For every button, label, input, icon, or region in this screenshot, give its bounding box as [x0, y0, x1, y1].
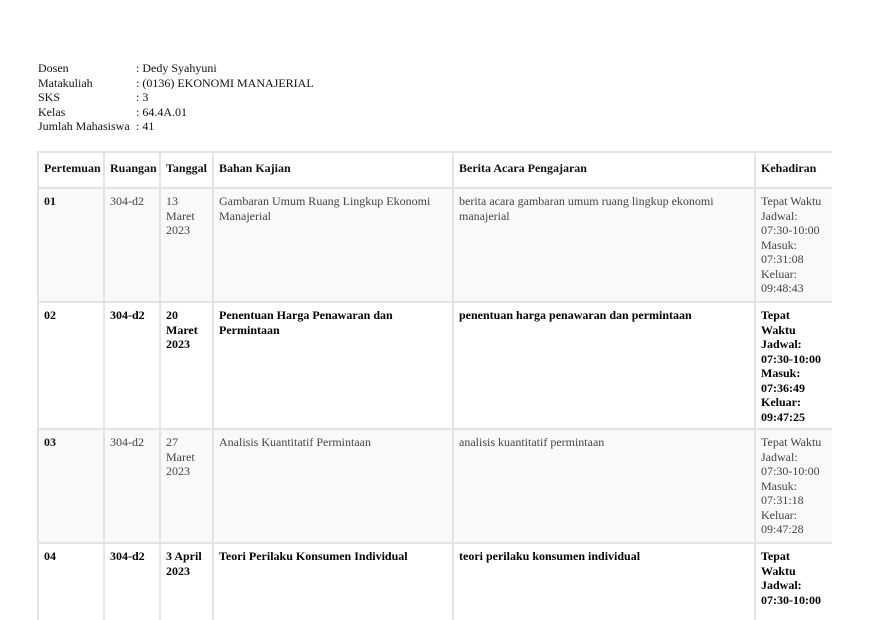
info-label: Dosen [38, 61, 69, 75]
table-row [38, 429, 832, 543]
cell-berita-acara: analisis kuantitatif permintaan [453, 429, 755, 543]
cell-tanggal: 3 April 2023 [160, 543, 213, 620]
cell-pertemuan: 03 [38, 429, 104, 543]
cell-bahan-kajian: Analisis Kuantitatif Permintaan [213, 429, 453, 543]
kehadiran-jadwal-value: 07:30-10:00 [761, 592, 821, 607]
info-row-jumlah [38, 119, 314, 134]
cell-pertemuan: 04 [38, 543, 104, 620]
cell-pertemuan: 02 [38, 302, 104, 429]
kehadiran-jadwal-label: Jadwal: [761, 449, 798, 464]
header-ruangan: Ruangan [104, 152, 160, 188]
cell-berita-acara: berita acara gambaran umum ruang lingkup ekonomi manajerial [453, 188, 755, 302]
kehadiran-keluar-value: 09:47:25 [761, 409, 805, 424]
cell-tanggal: 27 Maret 2023 [160, 429, 213, 543]
info-value: : (0136) EKONOMI MANAJERIAL [136, 75, 314, 90]
info-value: : 64.4A.01 [136, 104, 187, 119]
cell-berita-acara: teori perilaku konsumen individual [453, 543, 755, 620]
cell-kehadiran [755, 302, 832, 429]
kehadiran-masuk-value: 07:36:49 [761, 380, 805, 395]
kehadiran-masuk-value: 07:31:08 [761, 252, 804, 266]
info-row-dosen [38, 61, 314, 76]
kehadiran-keluar-label: Keluar: [761, 507, 797, 522]
cell-pertemuan: 01 [38, 188, 104, 302]
header-kehadiran: Kehadiran [755, 152, 832, 188]
kehadiran-status: Tepat Waktu [761, 549, 796, 578]
info-label: Kelas [38, 104, 66, 119]
table-row [38, 543, 832, 620]
header-berita-acara: Berita Acara Pengajaran [453, 152, 755, 188]
cell-ruangan: 304-d2 [104, 543, 160, 620]
info-value: : 41 [136, 119, 155, 134]
info-row-sks [38, 90, 314, 105]
header-bahan-kajian: Bahan Kajian [213, 152, 453, 188]
kehadiran-jadwal-value: 07:30-10:00 [761, 464, 820, 478]
cell-ruangan: 304-d2 [104, 429, 160, 543]
kehadiran-jadwal-label: Jadwal: [761, 208, 798, 223]
cell-ruangan: 304-d2 [104, 302, 160, 429]
kehadiran-jadwal-value: 07:30-10:00 [761, 351, 821, 366]
header-pertemuan: Pertemuan [38, 152, 104, 188]
kehadiran-status: Tepat Waktu [761, 308, 796, 337]
kehadiran-keluar-label: Keluar: [761, 395, 801, 409]
info-label: SKS [38, 90, 61, 105]
cell-tanggal: 20 Maret 2023 [160, 302, 213, 429]
kehadiran-jadwal-label: Jadwal: [761, 337, 802, 351]
info-label: Matakuliah [38, 75, 93, 90]
attendance-table [37, 151, 832, 620]
kehadiran-jadwal-value: 07:30-10:00 [761, 223, 820, 237]
table-header-row [38, 152, 832, 188]
kehadiran-masuk-label: Masuk: [761, 366, 801, 380]
cell-bahan-kajian: Penentuan Harga Penawaran dan Permintaan [213, 302, 453, 429]
kehadiran-keluar-value: 09:47:28 [761, 522, 804, 536]
cell-bahan-kajian: Gambaran Umum Ruang Lingkup Ekonomi Manajerial [213, 188, 453, 302]
info-row-matakuliah [38, 76, 314, 91]
cell-kehadiran [755, 188, 832, 302]
info-label: Jumlah Mahasiswa [38, 119, 130, 134]
info-row-kelas [38, 105, 314, 120]
cell-bahan-kajian: Teori Perilaku Konsumen Individual [213, 543, 453, 620]
kehadiran-keluar-value: 09:48:43 [761, 281, 804, 295]
cell-ruangan: 304-d2 [104, 188, 160, 302]
cell-berita-acara: penentuan harga penawaran dan permintaan [453, 302, 755, 429]
kehadiran-masuk-label: Masuk: [761, 237, 797, 252]
cell-kehadiran [755, 429, 832, 543]
course-info [38, 61, 314, 134]
kehadiran-jadwal-label: Jadwal: [761, 578, 802, 592]
table-row [38, 302, 832, 429]
attendance-table-container [37, 151, 832, 620]
kehadiran-status: Tepat Waktu [761, 435, 822, 449]
kehadiran-masuk-value: 07:31:18 [761, 493, 804, 507]
cell-kehadiran [755, 543, 832, 620]
info-value: : Dedy Syahyuni [136, 61, 217, 75]
cell-tanggal: 13 Maret 2023 [160, 188, 213, 302]
info-value: : 3 [136, 90, 149, 105]
kehadiran-masuk-label: Masuk: [761, 478, 797, 493]
kehadiran-keluar-label: Keluar: [761, 266, 797, 281]
header-tanggal: Tanggal [160, 152, 213, 188]
kehadiran-status: Tepat Waktu [761, 194, 822, 208]
table-row [38, 188, 832, 302]
